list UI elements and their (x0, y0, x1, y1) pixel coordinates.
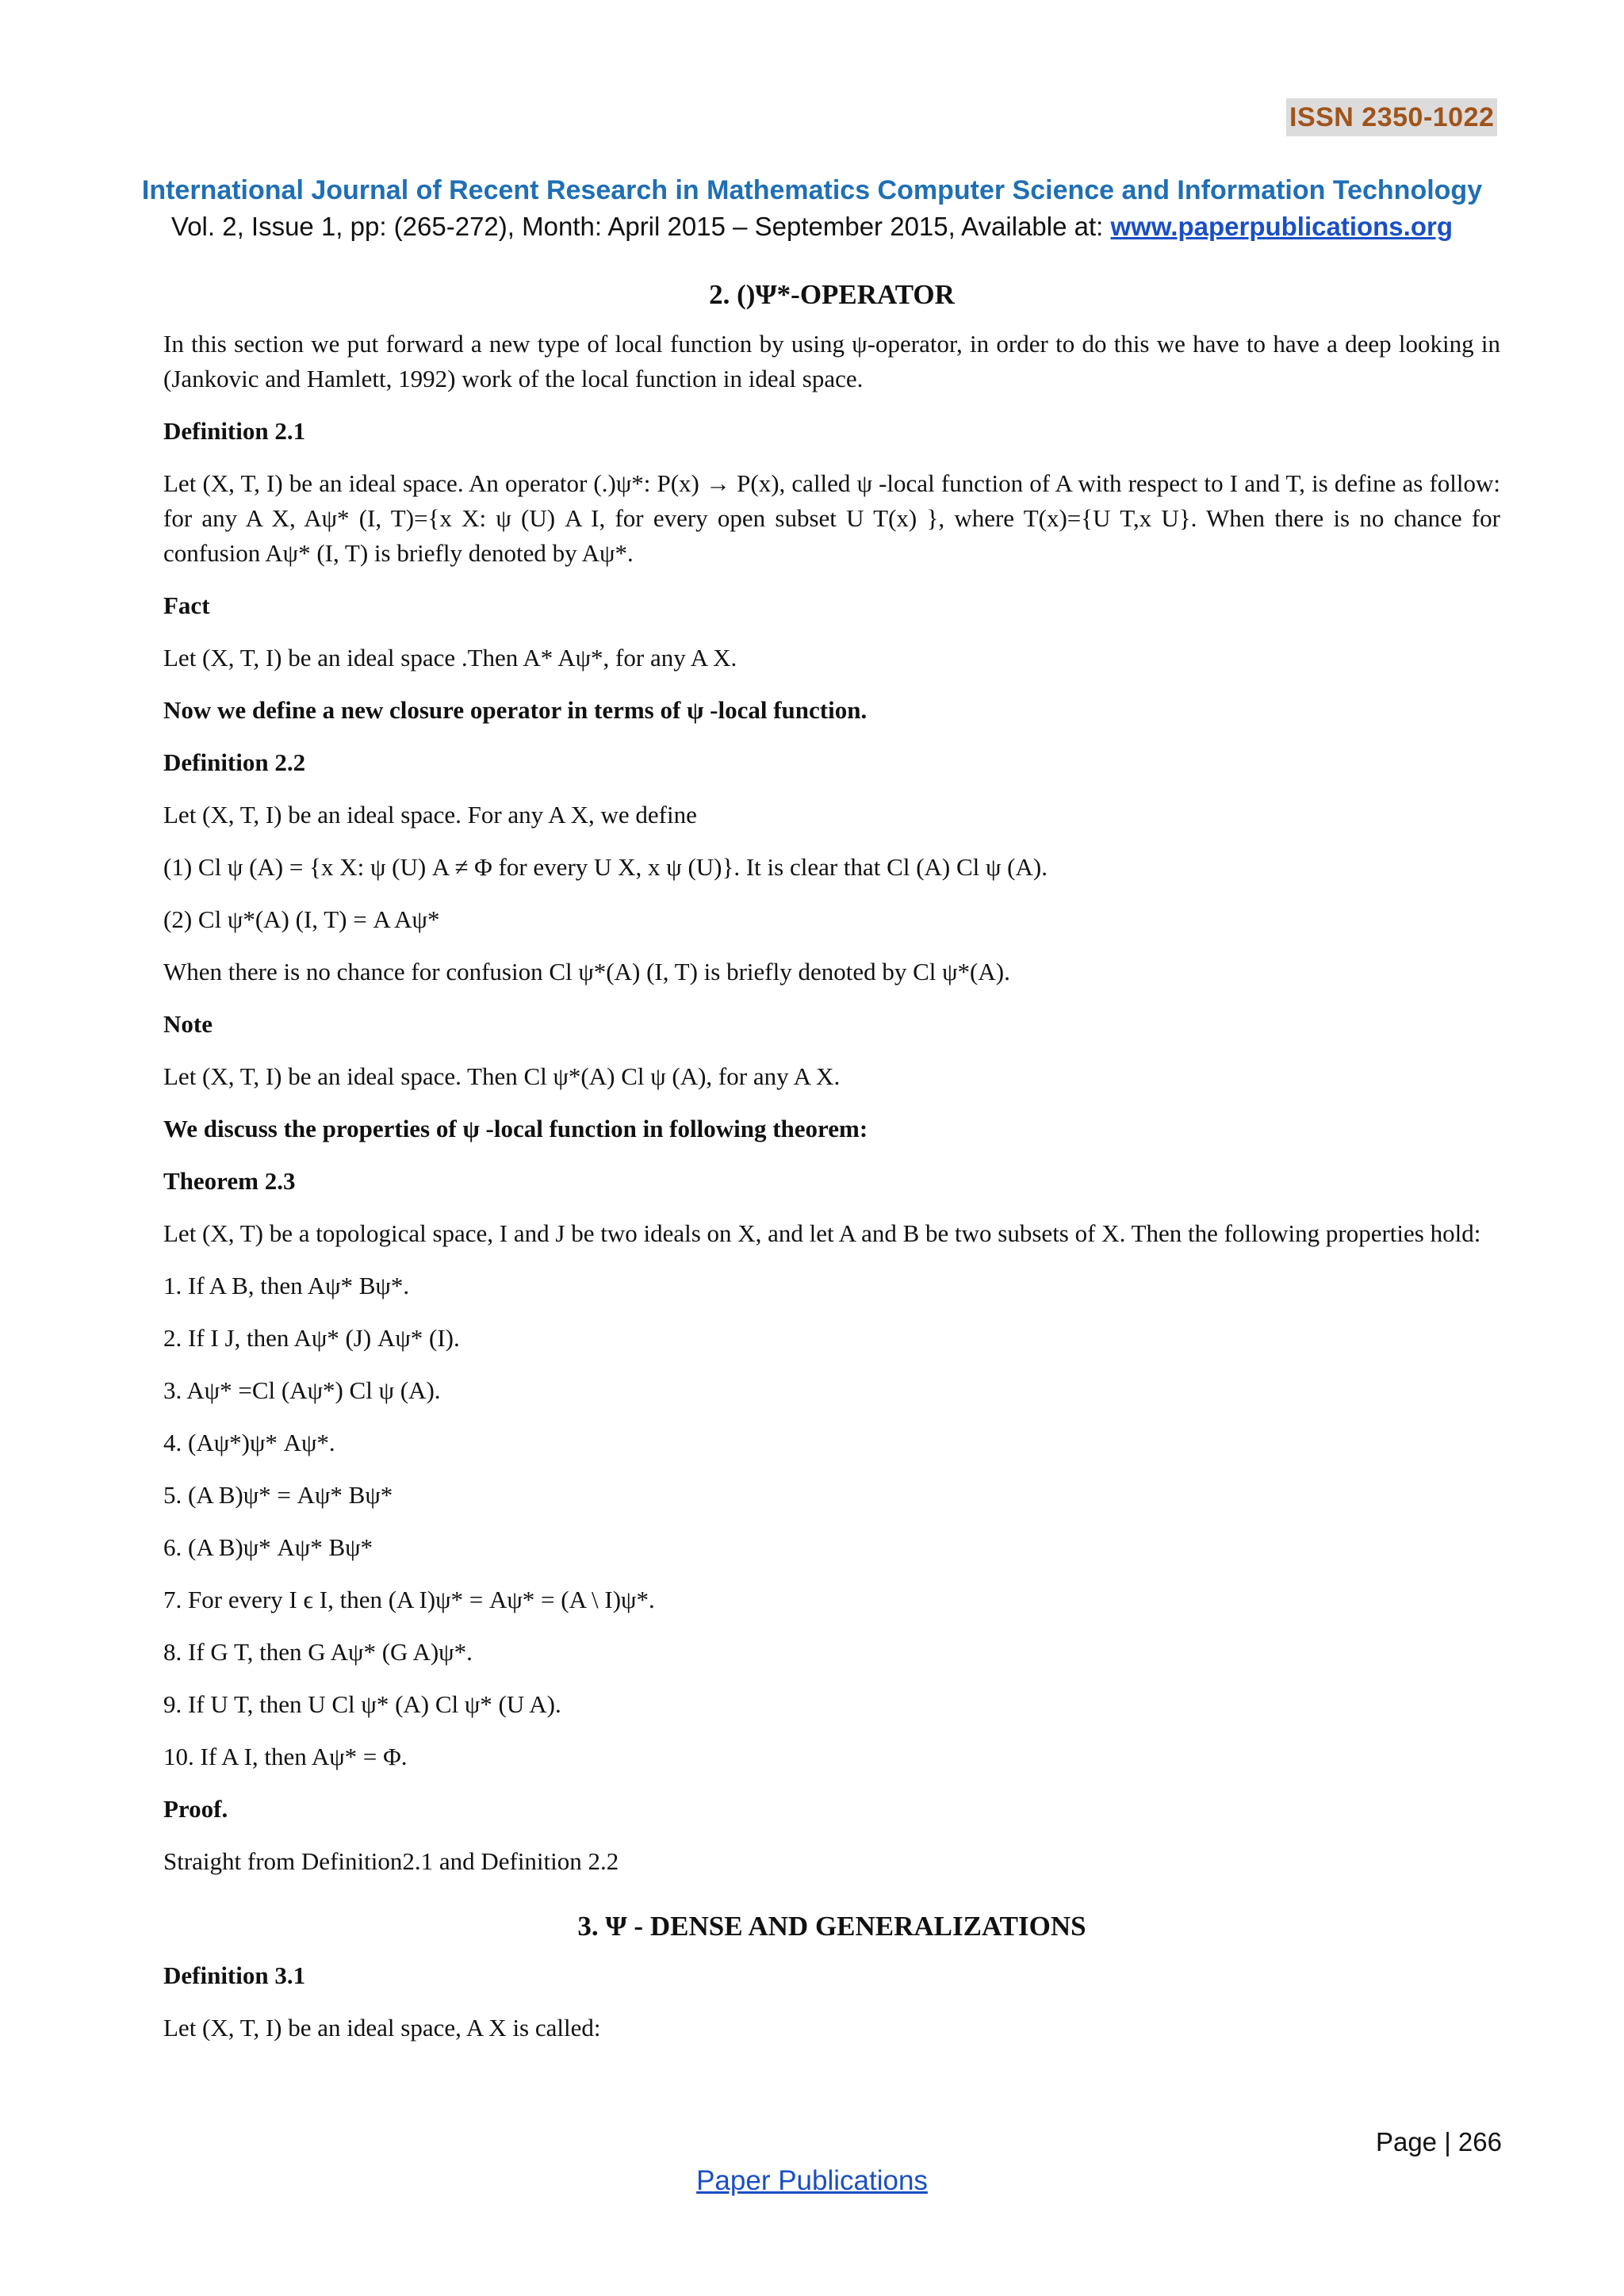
note-heading: Note (163, 1010, 213, 1038)
list-item: 6. (A B)ψ* Aψ* Bψ* (163, 1533, 373, 1561)
definition-heading: Definition 3.1 (163, 1961, 306, 1989)
list-item: 8. If G T, then G Aψ* (G A)ψ*. (163, 1638, 473, 1666)
list-item: 10. If A I, then Aψ* = Φ. (163, 1743, 408, 1770)
volume-text: Vol. 2, Issue 1, pp: (265-272), Month: April 2015 – September 2015, Available at: (171, 212, 1111, 241)
bold-statement: Now we define a new closure operator in terms of ψ -local function. (163, 696, 868, 724)
list-item: 2. If I J, then Aψ* (J) Aψ* (I). (163, 1324, 460, 1352)
footer (0, 2163, 1624, 2199)
proof-heading: Proof. (163, 1795, 228, 1823)
paragraph: (2) Cl ψ*(A) (I, T) = A Aψ* (163, 905, 440, 933)
paragraph: Straight from Definition2.1 and Definition 2.2 (163, 1847, 619, 1875)
section-heading-2: 2. ()Ψ*-OPERATOR (709, 279, 955, 310)
list-item: 3. Aψ* =Cl (Aψ*) Cl ψ (A). (163, 1376, 441, 1404)
list-item: 5. (A B)ψ* = Aψ* Bψ* (163, 1481, 393, 1509)
list-item: 4. (Aψ*)ψ* Aψ*. (163, 1429, 335, 1456)
volume-line (0, 209, 1624, 244)
definition-heading: Definition 2.2 (163, 748, 306, 776)
list-item: 1. If A B, then Aψ* Bψ*. (163, 1272, 410, 1299)
paragraph: Let (X, T, I) be an ideal space, A X is called: (163, 2014, 601, 2042)
section-heading-3: 3. Ψ - DENSE AND GENERALIZATIONS (577, 1911, 1086, 1942)
list-item: 7. For every I ϵ I, then (A I)ψ* = Aψ* = (A \ I)ψ*. (163, 1586, 655, 1613)
paragraph: Let (X, T, I) be an ideal space. Then Cl ψ*(A) Cl ψ (A), for any A X. (163, 1062, 841, 1090)
paragraph: In this section we put forward a new type of local function by using ψ-operator, in order to do this we have to have a deep looking in (Jankovic and Hamlett, 1992) work of the local function in ideal space. (163, 330, 1500, 392)
definition-heading: Definition 2.1 (163, 417, 306, 445)
theorem-heading: Theorem 2.3 (163, 1167, 296, 1195)
paragraph: Let (X, T) be a topological space, I and J be two ideals on X, and let A and B be two subsets of X. Then the following properties hold: (163, 1219, 1481, 1247)
bold-statement: We discuss the properties of ψ -local function in following theorem: (163, 1115, 868, 1142)
publisher-link[interactable]: Paper Publications (696, 2165, 928, 2196)
paragraph: (1) Cl ψ (A) = {x X: ψ (U) A ≠ Φ for every U X, x ψ (U)}. It is clear that Cl (A) Cl ψ (A). (163, 853, 1048, 881)
page-number: Page | 266 (1375, 2127, 1502, 2156)
paragraph: When there is no chance for confusion Cl ψ*(A) (I, T) is briefly denoted by Cl ψ*(A). (163, 958, 1010, 985)
paragraph: Let (X, T, I) be an ideal space .Then A* Aψ*, for any A X. (163, 644, 737, 672)
article-body (163, 277, 1500, 2063)
list-item: 9. If U T, then U Cl ψ* (A) Cl ψ* (U A). (163, 1690, 561, 1718)
website-link[interactable]: www.paperpublications.org (1110, 212, 1453, 241)
journal-title: International Journal of Recent Research in Mathematics Computer Science and Information Technology (141, 175, 1483, 205)
paragraph: Let (X, T, I) be an ideal space. For any A X, we define (163, 801, 697, 828)
fact-heading: Fact (163, 591, 210, 619)
paragraph: Let (X, T, I) be an ideal space. An operator (.)ψ*: P(x) → P(x), called ψ -local function of A with respect to I and T, is define as follow: for any A X, Aψ* (I, T)={x X: ψ (U) A I, for every open subset U T(x) }, where T(x)={U T,x U}. When there is no chance for confusion Aψ* (I, T) is briefly denoted by Aψ*. (163, 469, 1500, 567)
issn-label: ISSN 2350-1022 (1286, 98, 1497, 136)
